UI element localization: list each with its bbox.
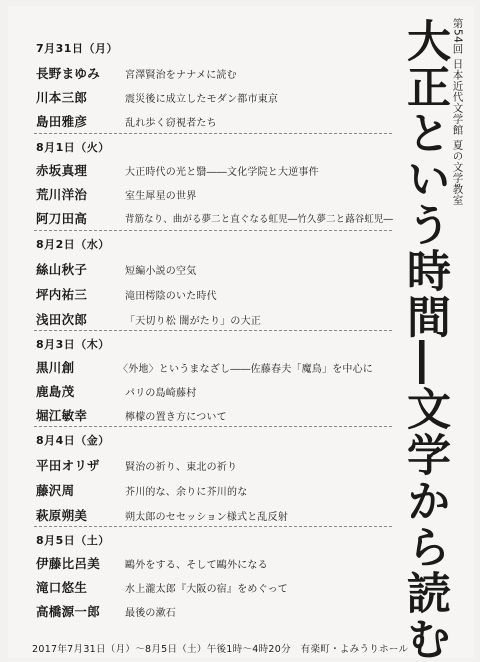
divider: [34, 426, 392, 427]
lecturer-name: 藤沢周: [36, 483, 75, 498]
divider: [34, 133, 392, 134]
lecturer-name: 長野まゆみ: [36, 66, 101, 81]
day-date: 8月5日（土）: [36, 534, 110, 547]
series-label: 第54回 日本近代文学館 夏の文学教室: [451, 18, 464, 206]
day-date: 8月4日（金）: [36, 434, 110, 447]
talk-title: 室生犀星の世界: [125, 191, 197, 202]
lecturer-name: 坪内祐三: [36, 287, 88, 302]
lecturer-name: 平田オリザ: [36, 458, 100, 473]
lecturer-name: 浅田次郎: [36, 312, 88, 327]
talk-title: 「天切り松 闇がたり」の大正: [125, 316, 261, 327]
talk-title: 大正時代の光と翳――文化学院と大逆事件: [125, 167, 319, 178]
lecturer-name: 堀江敏幸: [36, 408, 88, 423]
lecturer-name: 伊藤比呂美: [36, 556, 101, 571]
day-date: 8月2日（水）: [36, 238, 110, 251]
lecturer-name: 荒川洋治: [36, 187, 88, 202]
lecturer-name: 川本三郎: [36, 90, 88, 105]
talk-title: 震災後に成立したモダン都市東京: [125, 94, 279, 105]
talk-title: 賢治の祈り、東北の祈り: [125, 462, 238, 473]
divider: [34, 330, 392, 331]
talk-title: 滝田樗陰のいた時代: [125, 291, 217, 302]
talk-title: 宮澤賢治をナナメに読む: [125, 70, 237, 81]
talk-title: 檸檬の置き方について: [125, 412, 227, 423]
lecturer-name: 赤坂真理: [36, 163, 88, 178]
lecturer-name: 高橋源一郎: [36, 604, 101, 619]
divider: [34, 230, 392, 231]
talk-title: 背筋なり、曲がる夢二と直ぐなる虹児―竹久夢二と蕗谷虹児―: [125, 214, 394, 225]
divider: [34, 526, 392, 527]
lecturer-name: 黒川創: [36, 360, 75, 375]
lecturer-name: 鹿島茂: [36, 384, 75, 399]
talk-title: 芥川的な、余りに芥川的な: [125, 487, 248, 498]
day-date: 7月31日（月）: [36, 42, 118, 55]
talk-title: 水上瀧太郎『大阪の宿』をめぐって: [125, 584, 288, 595]
talk-title: 乱れ歩く窃視者たち: [125, 118, 217, 129]
talk-title: 最後の漱石: [125, 608, 176, 619]
talk-title: 短編小説の空気: [125, 266, 197, 277]
talk-title: 〈外地〉というまなざし――佐藤春夫「魔鳥」を中心に: [118, 364, 373, 375]
title-column: [399, 14, 472, 662]
lecturer-name: 滝口悠生: [36, 580, 88, 595]
talk-title: 朔太郎のセセッション様式と乱反射: [125, 512, 288, 523]
day-date: 8月1日（火）: [36, 141, 110, 154]
lecturer-name: 阿刀田高: [36, 211, 88, 226]
lecturer-name: 島田雅彦: [36, 114, 88, 129]
lecturer-name: 絲山秋子: [36, 262, 88, 277]
talk-title: 鷗外をする、そして鷗外になる: [125, 560, 268, 571]
main-title: 大正という時間―文学から読む: [399, 18, 450, 662]
lecturer-name: 萩原朔美: [36, 508, 88, 523]
event-date-venue: 2017年7月31日（月）～8月5日（土）午後1時～4時20分 有楽町・よみうりホール: [32, 644, 409, 655]
day-date: 8月3日（木）: [36, 338, 110, 351]
talk-title: パリの島崎藤村: [125, 388, 197, 399]
